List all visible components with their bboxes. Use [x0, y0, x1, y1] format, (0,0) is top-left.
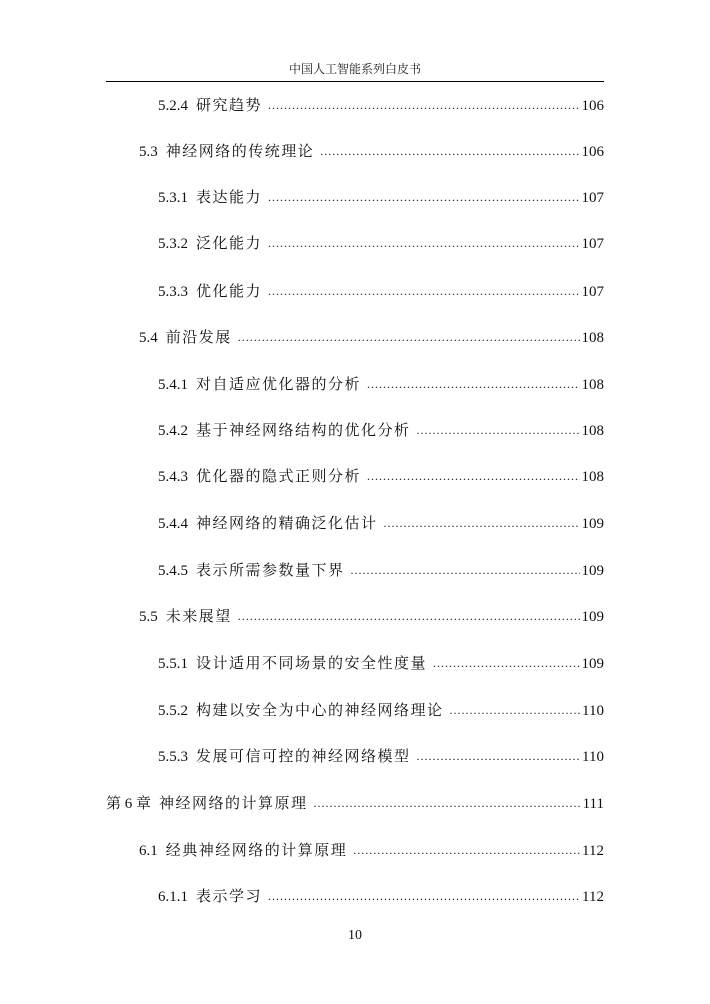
toc-entry-number: 5.5	[139, 609, 158, 625]
toc-entry-title: 泛化能力	[196, 234, 263, 252]
toc-entry[interactable]	[158, 746, 604, 766]
toc-leader-dots	[314, 793, 581, 813]
toc-entry-number: 5.5.3	[158, 749, 188, 765]
toc-entry[interactable]	[158, 95, 604, 115]
toc-entry-page: 110	[582, 703, 604, 719]
toc-entry-number: 5.3	[139, 144, 158, 160]
toc-entry[interactable]	[139, 840, 604, 860]
toc-entry-page: 107	[581, 236, 604, 252]
toc-entry[interactable]	[158, 700, 604, 720]
toc-leader-dots	[450, 700, 581, 720]
toc-entry[interactable]	[139, 141, 604, 161]
toc-leader-dots	[353, 840, 580, 860]
toc-leader-dots	[367, 466, 579, 486]
toc-entry[interactable]	[158, 233, 604, 253]
toc-entry-page: 108	[581, 423, 604, 439]
toc-entry-number: 5.2.4	[158, 98, 188, 114]
toc-entry-title: 表示学习	[196, 887, 263, 905]
toc-entry-title: 基于神经网络结构的优化分析	[196, 421, 411, 439]
toc-entry[interactable]	[158, 374, 604, 394]
toc-entry[interactable]	[139, 606, 604, 626]
toc-leader-dots	[238, 327, 580, 347]
toc-entry-page: 111	[582, 796, 604, 812]
toc-entry-title: 神经网络的精确泛化估计	[196, 514, 378, 532]
toc-leader-dots	[384, 513, 580, 533]
toc-entry-page: 108	[581, 377, 604, 393]
toc-entry-number: 5.4.2	[158, 423, 188, 439]
toc-entry-title: 表示所需参数量下界	[196, 561, 345, 579]
toc-leader-dots	[268, 187, 579, 207]
toc-leader-dots	[320, 141, 579, 161]
toc-leader-dots	[417, 420, 580, 440]
toc-leader-dots	[367, 374, 579, 394]
header-divider	[106, 81, 604, 82]
toc-leader-dots	[238, 606, 580, 626]
toc-entry-title: 表达能力	[196, 188, 263, 206]
toc-entry[interactable]	[158, 466, 604, 486]
toc-entry[interactable]	[158, 513, 604, 533]
toc-leader-dots	[351, 560, 580, 580]
toc-entry-page: 107	[581, 284, 604, 300]
toc-entry-number: 5.5.1	[158, 656, 188, 672]
toc-entry-page: 112	[582, 889, 604, 905]
toc-entry-number: 6.1.1	[158, 889, 188, 905]
toc-leader-dots	[433, 653, 579, 673]
toc-entry-title: 神经网络的传统理论	[165, 142, 315, 160]
toc-leader-dots	[268, 233, 579, 253]
toc-entry[interactable]	[158, 281, 604, 301]
toc-entry[interactable]	[106, 793, 604, 813]
running-header: 中国人工智能系列白皮书	[288, 62, 421, 76]
toc-entry-title: 构建以安全为中心的神经网络理论	[196, 701, 444, 719]
toc-entry-number: 5.3.3	[158, 284, 188, 300]
toc-entry-number: 5.4.5	[158, 563, 188, 579]
toc-entry-title: 优化能力	[196, 282, 263, 300]
toc-leader-dots	[268, 95, 579, 115]
toc-entry[interactable]	[158, 653, 604, 673]
toc-entry-page: 108	[581, 330, 604, 346]
toc-entry-title: 设计适用不同场景的安全性度量	[196, 654, 428, 672]
toc-entry-page: 106	[581, 98, 604, 114]
toc-entry-number: 5.4	[139, 330, 158, 346]
toc-entry-number: 5.5.2	[158, 703, 188, 719]
toc-entry-number: 6.1	[139, 843, 158, 859]
toc-entry-title: 经典神经网络的计算原理	[165, 841, 348, 859]
toc-leader-dots	[417, 746, 581, 766]
toc-entry-page: 109	[581, 516, 604, 532]
toc-entry-page: 109	[581, 656, 604, 672]
toc-entry-title: 优化器的隐式正则分析	[196, 467, 362, 485]
toc-leader-dots	[268, 886, 580, 906]
toc-entry[interactable]	[158, 886, 604, 906]
toc-entry-title: 研究趋势	[196, 96, 263, 114]
toc-entry[interactable]	[158, 420, 604, 440]
toc-entry-number: 5.4.3	[158, 469, 188, 485]
toc-entry-page: 112	[582, 843, 604, 859]
toc-entry[interactable]	[158, 560, 604, 580]
toc-entry-page: 109	[581, 563, 604, 579]
toc-entry-page: 106	[581, 144, 604, 160]
toc-entry-number: 5.3.1	[158, 190, 188, 206]
toc-entry-number: 5.4.1	[158, 377, 188, 393]
page-number: 10	[348, 928, 362, 943]
toc-entry-title: 对自适应优化器的分析	[196, 375, 362, 393]
toc-entry-title: 未来展望	[165, 607, 232, 625]
toc-entry[interactable]	[158, 187, 604, 207]
toc-entry-page: 109	[581, 609, 604, 625]
toc-entry-page: 110	[582, 749, 604, 765]
toc-entry-number: 第 6 章	[106, 796, 152, 812]
toc-entry-number: 5.4.4	[158, 516, 188, 532]
toc-entry-title: 前沿发展	[165, 328, 232, 346]
toc-entry-page: 108	[581, 469, 604, 485]
toc-entry-page: 107	[581, 190, 604, 206]
toc-entry[interactable]	[139, 327, 604, 347]
toc-entry-title: 神经网络的计算原理	[159, 794, 308, 812]
toc-leader-dots	[268, 281, 579, 301]
toc-entry-title: 发展可信可控的神经网络模型	[196, 747, 411, 765]
toc-entry-number: 5.3.2	[158, 236, 188, 252]
